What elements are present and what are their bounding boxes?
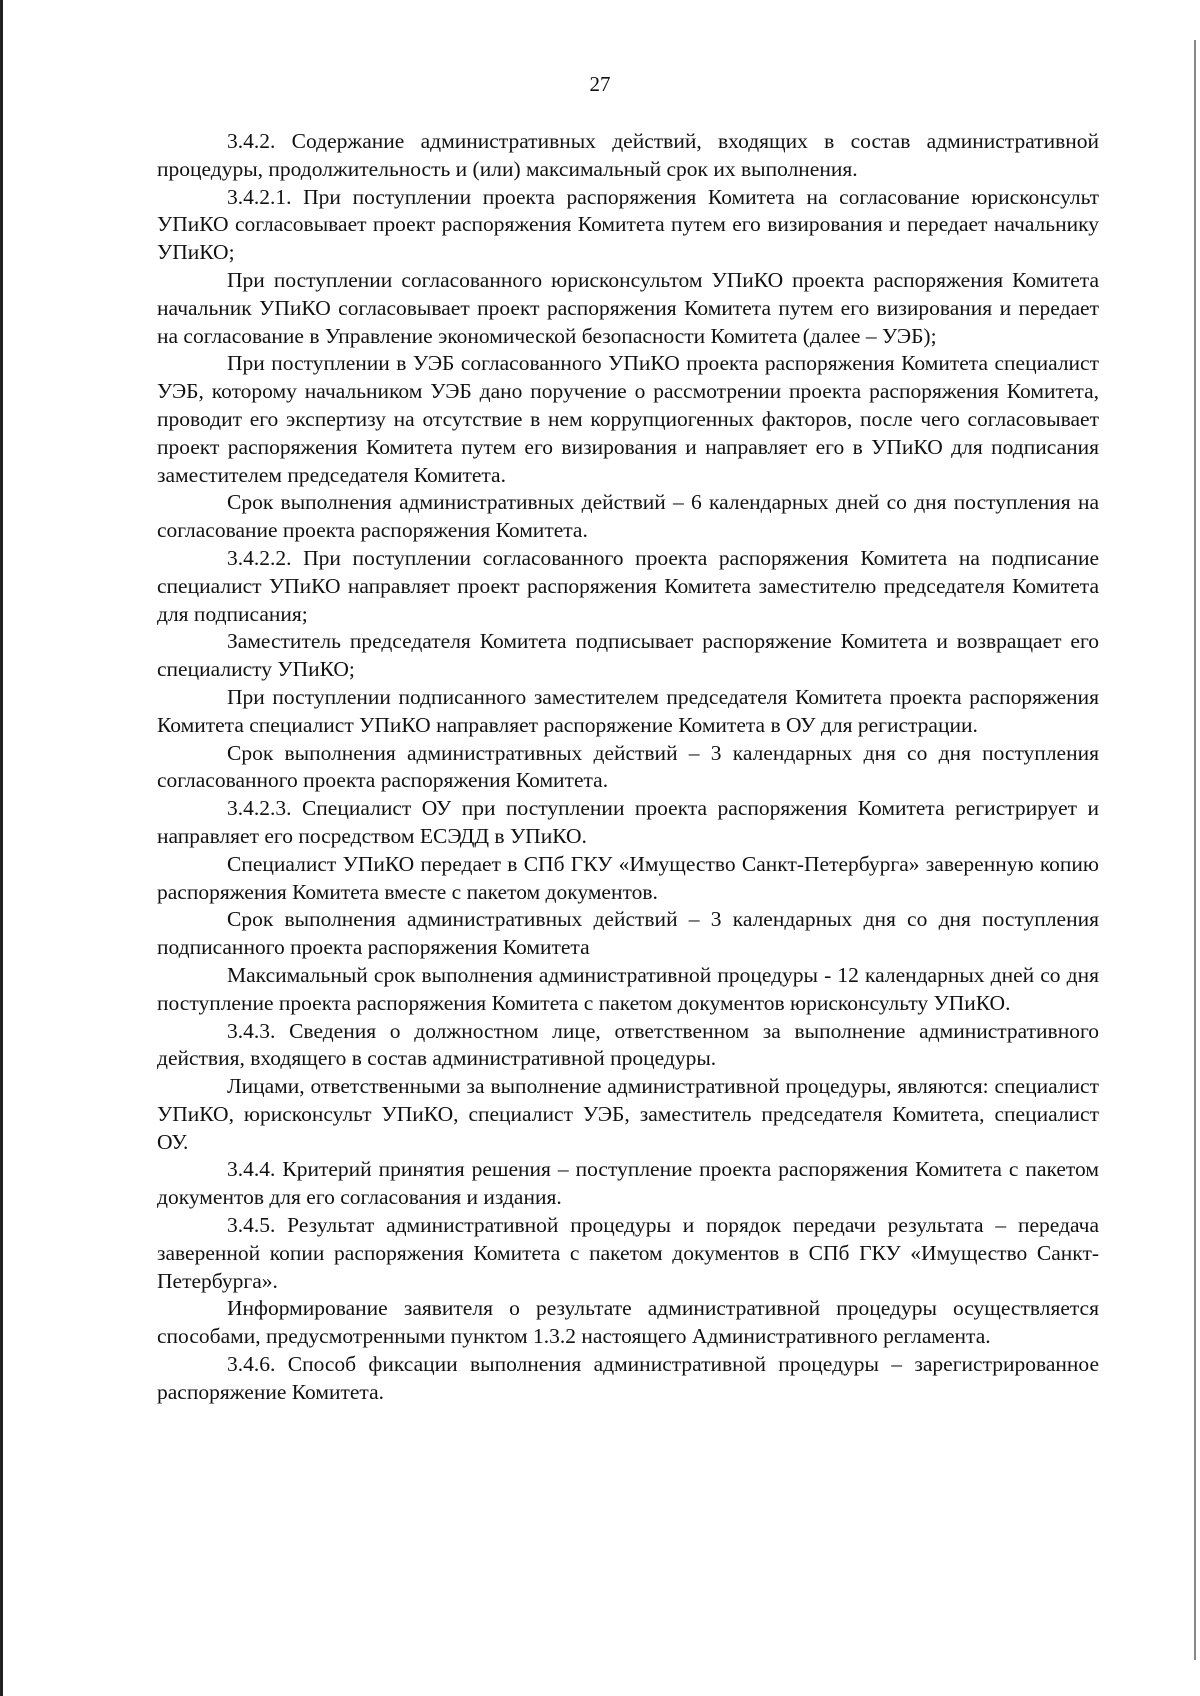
paragraph-term-3-days-b: Срок выполнения административных действий – 3 календарных дня со дня поступления подписанного проекта распоряжения Комитета bbox=[157, 907, 1099, 960]
paragraph-ueb-review: При поступлении в УЭБ согласованного УПиКО проекта распоряжения Комитета специалист УЭБ, которому начальником УЭБ дано поручение о рассмотрении проекта распоряжения Комитета, проводит его экспертизу на отсутствие в нем коррупциогенных факторов, после чего согласовывает проект распоряжения Комитета путем его визирования и направляет его в УПиКО для подписания заместителем председателя Комитета. bbox=[157, 351, 1099, 487]
paragraph-max-term: Максимальный срок выполнения административной процедуры - 12 календарных дней со дня поступление проекта распоряжения Комитета с пакетом документов юрисконсульту УПиКО. bbox=[157, 962, 1099, 1015]
document-body bbox=[157, 128, 1099, 1407]
paragraph-3-4-2-3: 3.4.2.3. Специалист ОУ при поступлении проекта распоряжения Комитета регистрирует и направляет его посредством ЕСЭДД в УПиКО. bbox=[157, 796, 1099, 848]
paragraph-term-6-days: Срок выполнения административных действий – 6 календарных дней со дня поступления на согласование проекта распоряжения Комитета. bbox=[157, 490, 1099, 543]
scan-edge-right bbox=[1194, 40, 1196, 1660]
paragraph-3-4-2: 3.4.2. Содержание административных действий, входящих в состав административной процедуры, продолжительность и (или) максимальный срок их выполнения. bbox=[157, 129, 1099, 181]
page-number: 27 bbox=[589, 72, 611, 96]
paragraph-deputy-signs: Заместитель председателя Комитета подписывает распоряжение Комитета и возвращает его специалисту УПиКО; bbox=[157, 629, 1099, 682]
scan-edge-left bbox=[0, 0, 3, 1696]
paragraph-term-3-days-a: Срок выполнения административных действий – 3 календарных дня со дня поступления согласованного проекта распоряжения Комитета. bbox=[157, 740, 1099, 793]
paragraph-3-4-5: 3.4.5. Результат административной процедуры и порядок передачи результата – передача заверенной копии распоряжения Комитета с пакетом документов в СПб ГКУ «Имущество Санкт-Петербурга». bbox=[157, 1213, 1099, 1293]
paragraph-3-4-2-1: 3.4.2.1. При поступлении проекта распоряжения Комитета на согласование юрисконсульт УПиКО согласовывает проект распоряжения Комитета путем его визирования и передает начальнику УПиКО; bbox=[157, 184, 1099, 265]
paragraph-informing: Информирование заявителя о результате административной процедуры осуществляется способами, предусмотренными пунктом 1.3.2 настоящего Административного регламента. bbox=[157, 1296, 1099, 1349]
paragraph-head-approval: При поступлении согласованного юрисконсультом УПиКО проекта распоряжения Комитета начальник УПиКО согласовывает проект распоряжения Комитета путем его визирования и передает на согласование в Управление экономической безопасности Комитета (далее – УЭБ); bbox=[157, 267, 1099, 348]
paragraph-transfer-copy: Специалист УПиКО передает в СПб ГКУ «Имущество Санкт-Петербурга» заверенную копию распоряжения Комитета вместе с пакетом документов. bbox=[157, 851, 1099, 904]
paragraph-responsible-persons: Лицами, ответственными за выполнение административной процедуры, являются: специалист УПиКО, юрисконсульт УПиКО, специалист УЭБ, заместитель председателя Комитета, специалист ОУ. bbox=[157, 1074, 1099, 1154]
paragraph-3-4-4: 3.4.4. Критерий принятия решения – поступление проекта распоряжения Комитета с пакетом документов для его согласования и издания. bbox=[157, 1157, 1099, 1210]
paragraph-3-4-2-2: 3.4.2.2. При поступлении согласованного проекта распоряжения Комитета на подписание специалист УПиКО направляет проект распоряжения Комитета заместителю председателя Комитета для подписания; bbox=[157, 545, 1099, 626]
paragraph-registration-send: При поступлении подписанного заместителем председателя Комитета проекта распоряжения Комитета специалист УПиКО направляет распоряжение Комитета в ОУ для регистрации. bbox=[157, 684, 1099, 737]
paragraph-3-4-6: 3.4.6. Способ фиксации выполнения административной процедуры – зарегистрированное распоряжение Комитета. bbox=[157, 1352, 1099, 1404]
paragraph-3-4-3: 3.4.3. Сведения о должностном лице, ответственном за выполнение административного действия, входящего в состав административной процедуры. bbox=[157, 1018, 1099, 1071]
